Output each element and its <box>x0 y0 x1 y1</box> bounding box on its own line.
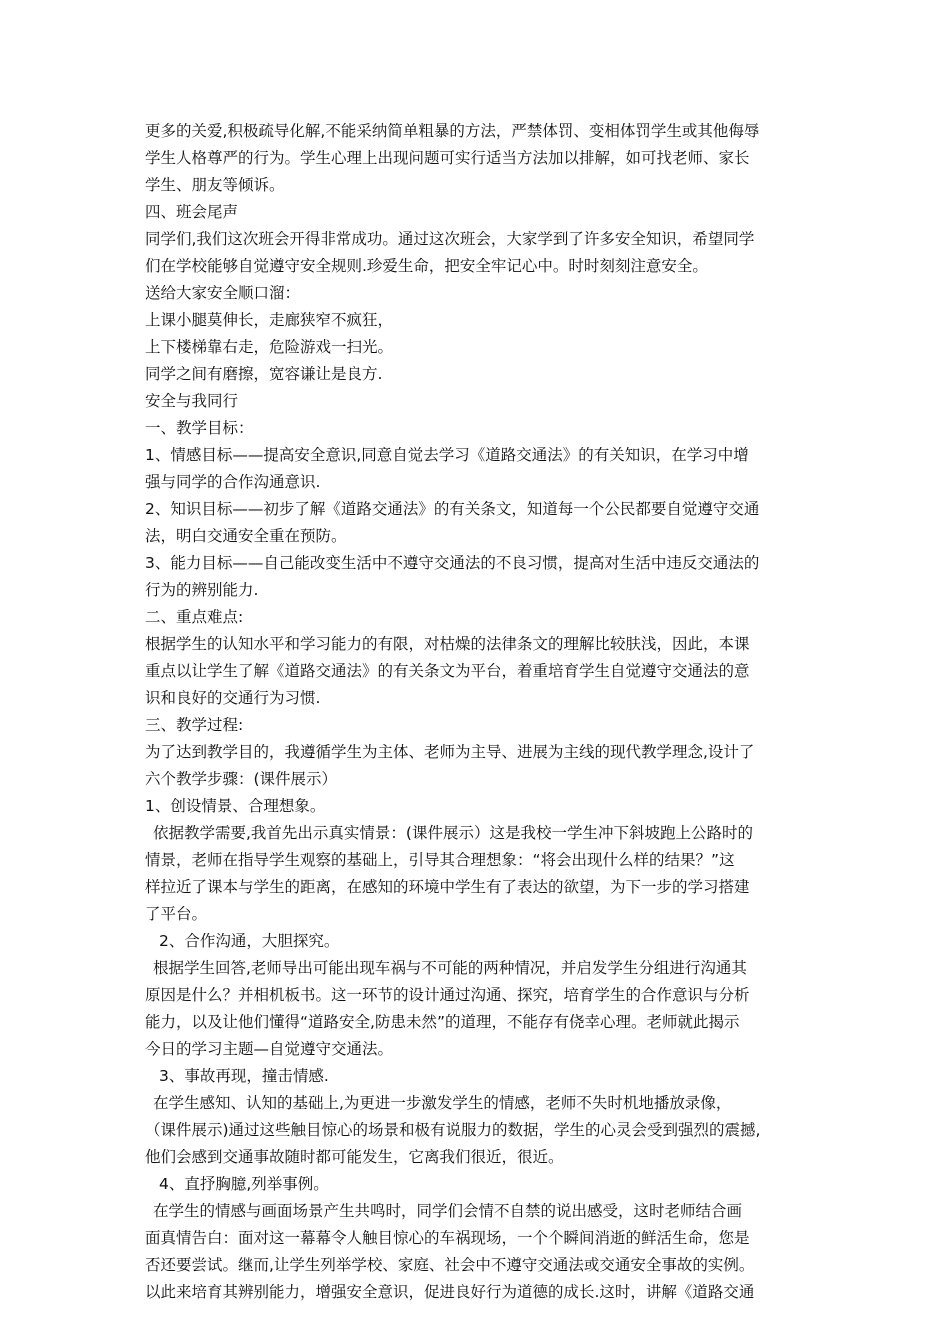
text-line: （课件展示)通过这些触目惊心的场景和极有说服力的数据，学生的心灵会受到强烈的震撼, <box>145 1121 761 1139</box>
text-line: 识和良好的交通行为习惯. <box>145 689 321 707</box>
document-body <box>145 118 815 1306</box>
text-line: 1、情感目标——提高安全意识,同意自觉去学习《道路交通法》的有关知识，在学习中增 <box>145 446 749 464</box>
text-line: 法，明白交通安全重在预防。 <box>145 527 347 545</box>
step-heading: 3、事故再现，撞击情感. <box>159 1067 329 1085</box>
text-line: 今日的学习主题—自觉遵守交通法。 <box>145 1040 394 1058</box>
rhyme-line: 同学之间有磨擦，宽容谦让是良方. <box>145 365 383 383</box>
text-line: 样拉近了课本与学生的距离，在感知的环境中学生有了表达的欲望，为下一步的学习搭建 <box>145 878 750 896</box>
text-line: 他们会感到交通事故随时都可能发生，它离我们很近，很近。 <box>145 1148 564 1166</box>
text-line: 学生人格尊严的行为。学生心理上出现问题可实行适当方法加以排解，如可找老师、家长 <box>145 149 750 167</box>
text-line: 依据教学需要,我首先出示真实情景：(课件展示）这是我校一学生冲下斜坡跑上公路时的 <box>153 824 753 842</box>
text-line: 送给大家安全顺口溜： <box>145 284 301 302</box>
rhyme-line: 上课小腿莫伸长，走廊狭窄不疯狂， <box>145 311 394 329</box>
text-line: 行为的辨别能力. <box>145 581 259 599</box>
text-line: 能力，以及让他们懂得“道路安全,防患未然”的道理，不能存有侥幸心理。老师就此揭示 <box>145 1013 740 1031</box>
text-line: 了平台。 <box>145 905 208 923</box>
text-line: 根据学生回答,老师导出可能出现车祸与不可能的两种情况，并启发学生分组进行沟通其 <box>153 959 747 977</box>
step-heading: 2、合作沟通，大胆探究。 <box>159 932 340 950</box>
text-line: 情景，老师在指导学生观察的基础上，引导其合理想象：“将会出现什么样的结果？”这 <box>145 851 735 869</box>
text-line: 否还要尝试。继而,让学生列举学校、家庭、社会中不遵守交通法或交通安全事故的实例。 <box>145 1256 755 1274</box>
text-line: 更多的关爱,积极疏导化解,不能采纳简单粗暴的方法，严禁体罚、变相体罚学生或其他侮辱 <box>145 122 760 140</box>
text-line: 在学生的情感与画面场景产生共鸣时，同学们会情不自禁的说出感受，这时老师结合画 <box>153 1202 743 1220</box>
text-line: 学生、朋友等倾诉。 <box>145 176 285 194</box>
section-heading: 二、重点难点: <box>145 608 244 626</box>
text-line: 在学生感知、认知的基础上,为更进一步激发学生的情感，老师不失时机地播放录像， <box>153 1094 732 1112</box>
document-title: 安全与我同行 <box>145 392 239 410</box>
text-line: 面真情告白：面对这一幕幕令人触目惊心的车祸现场，一个个瞬间消逝的鲜活生命，您是 <box>145 1229 750 1247</box>
text-line: 六个教学步骤：(课件展示） <box>145 770 338 788</box>
text-line: 3、能力目标——自己能改变生活中不遵守交通法的不良习惯，提高对生活中违反交通法的 <box>145 554 760 572</box>
section-heading: 一、教学目标： <box>145 419 254 437</box>
text-line: 为了达到教学目的，我遵循学生为主体、老师为主导、进展为主线的现代教学理念,设计了 <box>145 743 755 761</box>
text-line: 以此来培育其辨别能力，增强安全意识，促进良好行为道德的成长.这时，讲解《道路交通 <box>145 1283 755 1301</box>
text-line: 同学们,我们这次班会开得非常成功。通过这次班会，大家学到了许多安全知识，希望同学 <box>145 230 755 248</box>
text-line: 重点以让学生了解《道路交通法》的有关条文为平台，着重培育学生自觉遵守交通法的意 <box>145 662 750 680</box>
text-line: 强与同学的合作沟通意识. <box>145 473 321 491</box>
rhyme-line: 上下楼梯靠右走，危险游戏一扫光。 <box>145 338 394 356</box>
section-heading: 四、班会尾声 <box>145 203 239 221</box>
step-heading: 4、直抒胸臆,列举事例。 <box>159 1175 329 1193</box>
text-line: 原因是什么？并相机板书。这一环节的设计通过沟通、探究，培育学生的合作意识与分析 <box>145 986 750 1004</box>
step-heading: 1、创设情景、合理想象。 <box>145 797 326 815</box>
text-line: 根据学生的认知水平和学习能力的有限，对枯燥的法律条文的理解比较肤浅，因此，本课 <box>145 635 750 653</box>
text-line: 们在学校能够自觉遵守安全规则.珍爱生命，把安全牢记心中。时时刻刻注意安全。 <box>145 257 708 275</box>
text-line: 2、知识目标——初步了解《道路交通法》的有关条文，知道每一个公民都要自觉遵守交通 <box>145 500 760 518</box>
section-heading: 三、教学过程: <box>145 716 244 734</box>
